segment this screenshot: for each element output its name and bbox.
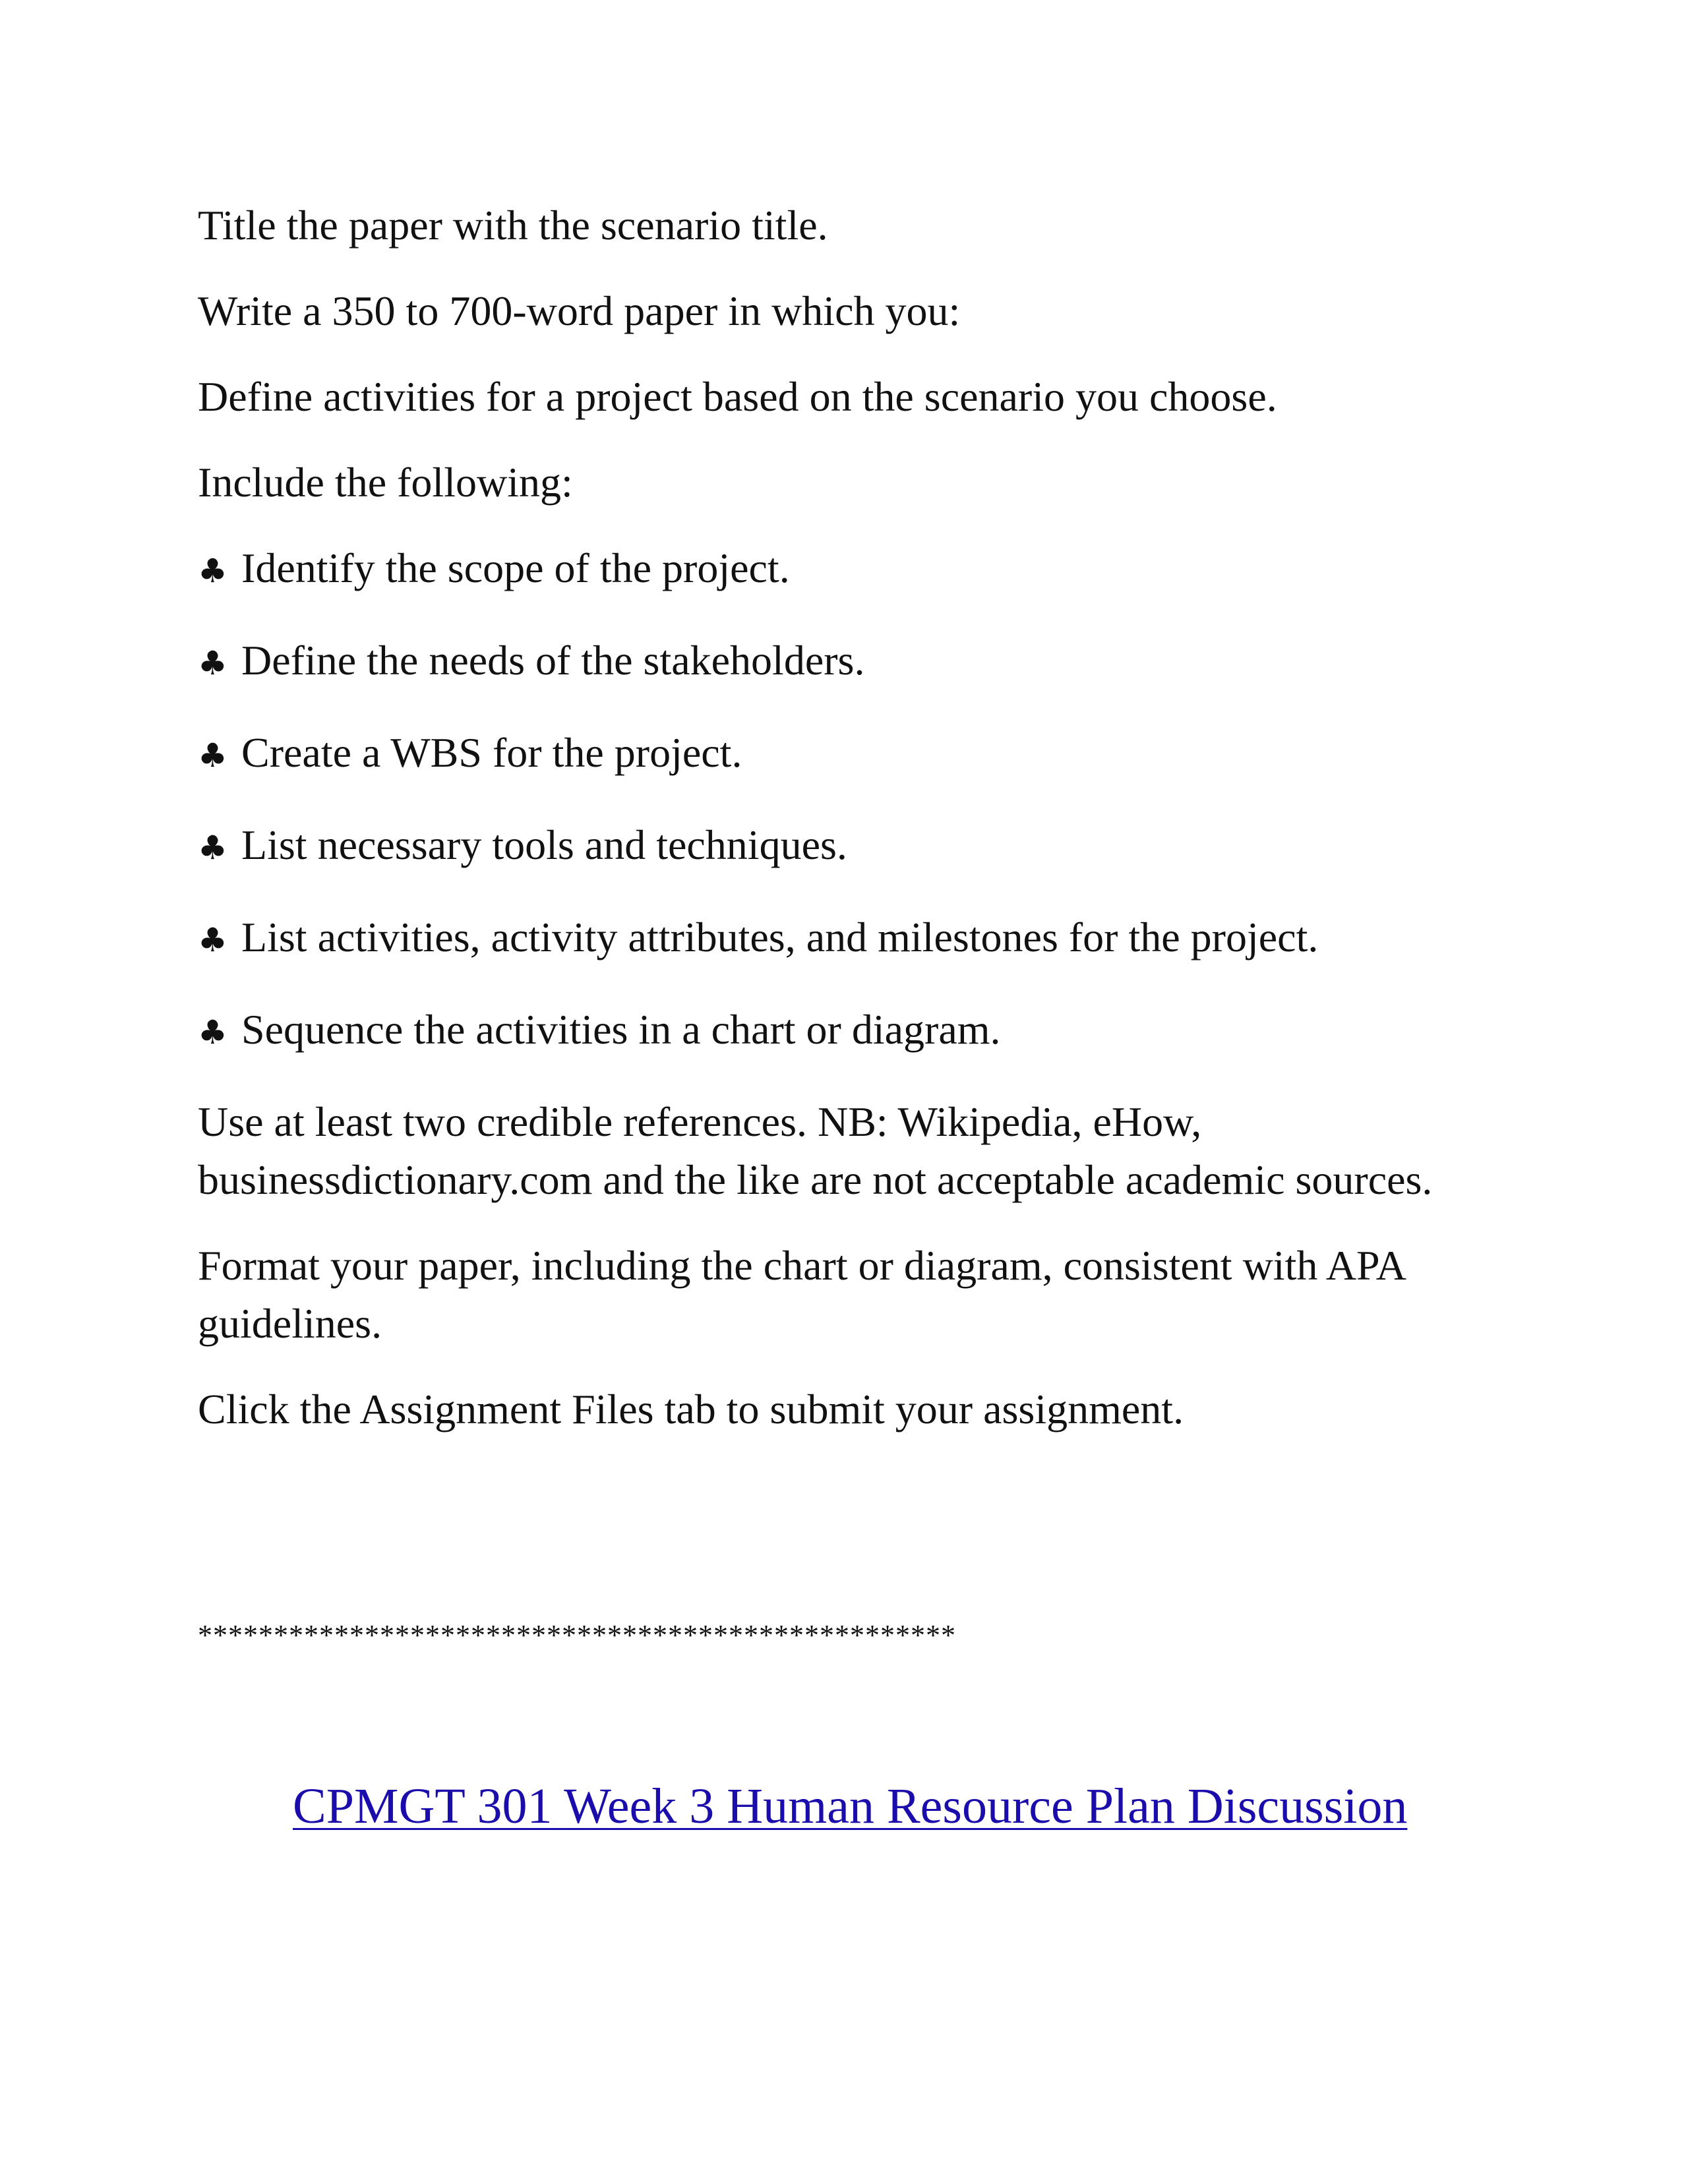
list-item-text: Identify the scope of the project. (241, 545, 790, 591)
requirements-list (198, 539, 1517, 1061)
list-item (198, 724, 1517, 784)
club-bullet-icon: ♣ (198, 736, 227, 775)
list-item-text: Sequence the activities in a chart or diagram. (241, 1006, 1001, 1053)
instruction-references: Use at least two credible references. NB: Wikipedia, eHow, businessdictionary.com and the like are not acceptable academic sources. (198, 1098, 1433, 1203)
list-item (198, 1001, 1517, 1061)
list-item (198, 539, 1517, 600)
club-bullet-icon: ♣ (198, 644, 227, 682)
asterisk-separator: ************************************************** (198, 1619, 956, 1651)
club-bullet-icon: ♣ (198, 552, 227, 590)
discussion-link[interactable]: CPMGT 301 Week 3 Human Resource Plan Discussion (293, 1779, 1408, 1834)
list-item-text: List activities, activity attributes, and milestones for the project. (241, 914, 1319, 960)
list-item (198, 816, 1517, 877)
instruction-submit: Click the Assignment Files tab to submit your assignment. (198, 1386, 1184, 1432)
club-bullet-icon: ♣ (198, 829, 227, 867)
instruction-format: Format your paper, including the chart or diagram, consistent with APA guidelines. (198, 1242, 1404, 1347)
list-item (198, 908, 1517, 969)
list-item-text: Define the needs of the stakeholders. (241, 637, 865, 684)
instruction-title: Title the paper with the scenario title. (198, 202, 828, 249)
club-bullet-icon: ♣ (198, 1013, 227, 1051)
list-item-text: List necessary tools and techniques. (241, 821, 847, 868)
instruction-word-count: Write a 350 to 700-word paper in which you: (198, 287, 961, 334)
instruction-include-following: Include the following: (198, 459, 573, 506)
instruction-define-activities: Define activities for a project based on the scenario you choose. (198, 373, 1277, 420)
list-item (198, 632, 1517, 692)
document-body (198, 196, 1517, 1466)
list-item-text: Create a WBS for the project. (241, 729, 742, 776)
club-bullet-icon: ♣ (198, 921, 227, 959)
